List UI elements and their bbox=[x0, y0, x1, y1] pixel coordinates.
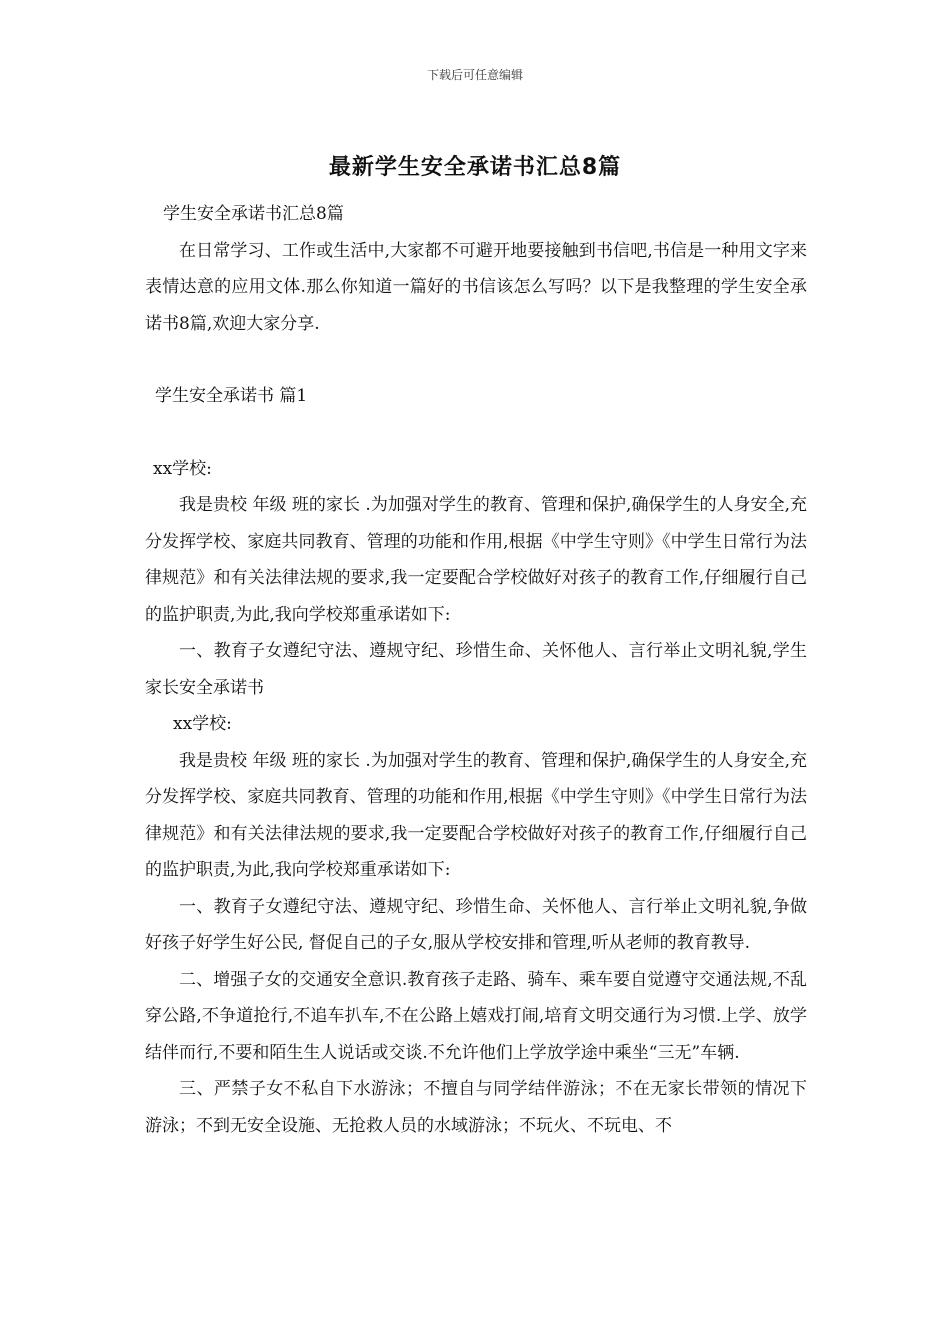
page-header-note: 下载后可任意编辑 bbox=[426, 68, 523, 82]
document-subtitle: 学生安全承诺书汇总8篇 bbox=[163, 204, 344, 224]
body-paragraph: 我是贵校 年级 班的家长 .为加强对学生的教育、管理和保护,确保学生的人身安全,充分发挥学校、家庭共同教育、管理的功能和作用,根据《中学生守则》《中学生日常行为法律规范》和有关法律法规的要求,我一定要配合学校做好对孩子的教育工作,仔细履行自己的监护职责,为此,我向学校郑重承诺如下: bbox=[145, 495, 807, 625]
body-paragraph: 一、教育子女遵纪守法、遵规守纪、珍惜生命、关怀他人、言行举止文明礼貌,学生家长安全承诺书 bbox=[145, 641, 807, 698]
salutation: xx学校: bbox=[173, 714, 232, 734]
intro-paragraph: 在日常学习、工作或生活中,大家都不可避开地要接触到书信吧,书信是一种用文字来表情达意的应用文体.那么你知道一篇好的书信该怎么写吗？以下是我整理的学生安全承诺书8篇,欢迎大家分享. bbox=[145, 240, 807, 334]
body-paragraph: 三、严禁子女不私自下水游泳；不擅自与同学结伴游泳；不在无家长带领的情况下游泳；不到无安全设施、无抢救人员的水域游泳；不玩火、不玩电、不 bbox=[145, 1079, 807, 1136]
body-paragraph: 二、增强子女的交通安全意识.教育孩子走路、骑车、乘车要自觉遵守交通法规,不乱穿公路,不争道抢行,不追车扒车,不在公路上嬉戏打闹,培育文明交通行为习惯.上学、放学结伴而行,不要和陌生生人说话或交谈.不允许他们上学放学途中乘坐“三无”车辆. bbox=[145, 969, 807, 1063]
body-paragraph: 一、教育子女遵纪守法、遵规守纪、珍惜生命、关怀他人、言行举止文明礼貌,争做好孩子好学生好公民, 督促自己的子女,服从学校安排和管理,听从老师的教育教导. bbox=[145, 896, 807, 953]
salutation: xx学校: bbox=[153, 458, 212, 479]
section-heading: 学生安全承诺书 篇1 bbox=[155, 386, 308, 406]
body-paragraph: 我是贵校 年级 班的家长 .为加强对学生的教育、管理和保护,确保学生的人身安全,充分发挥学校、家庭共同教育、管理的功能和作用,根据《中学生守则》《中学生日常行为法律规范》和有关法律法规的要求,我一定要配合学校做好对孩子的教育工作,仔细履行自己的监护职责,为此,我向学校郑重承诺如下: bbox=[145, 750, 807, 880]
document-title: 最新学生安全承诺书汇总8篇 bbox=[328, 155, 622, 180]
document-body bbox=[145, 196, 807, 1144]
